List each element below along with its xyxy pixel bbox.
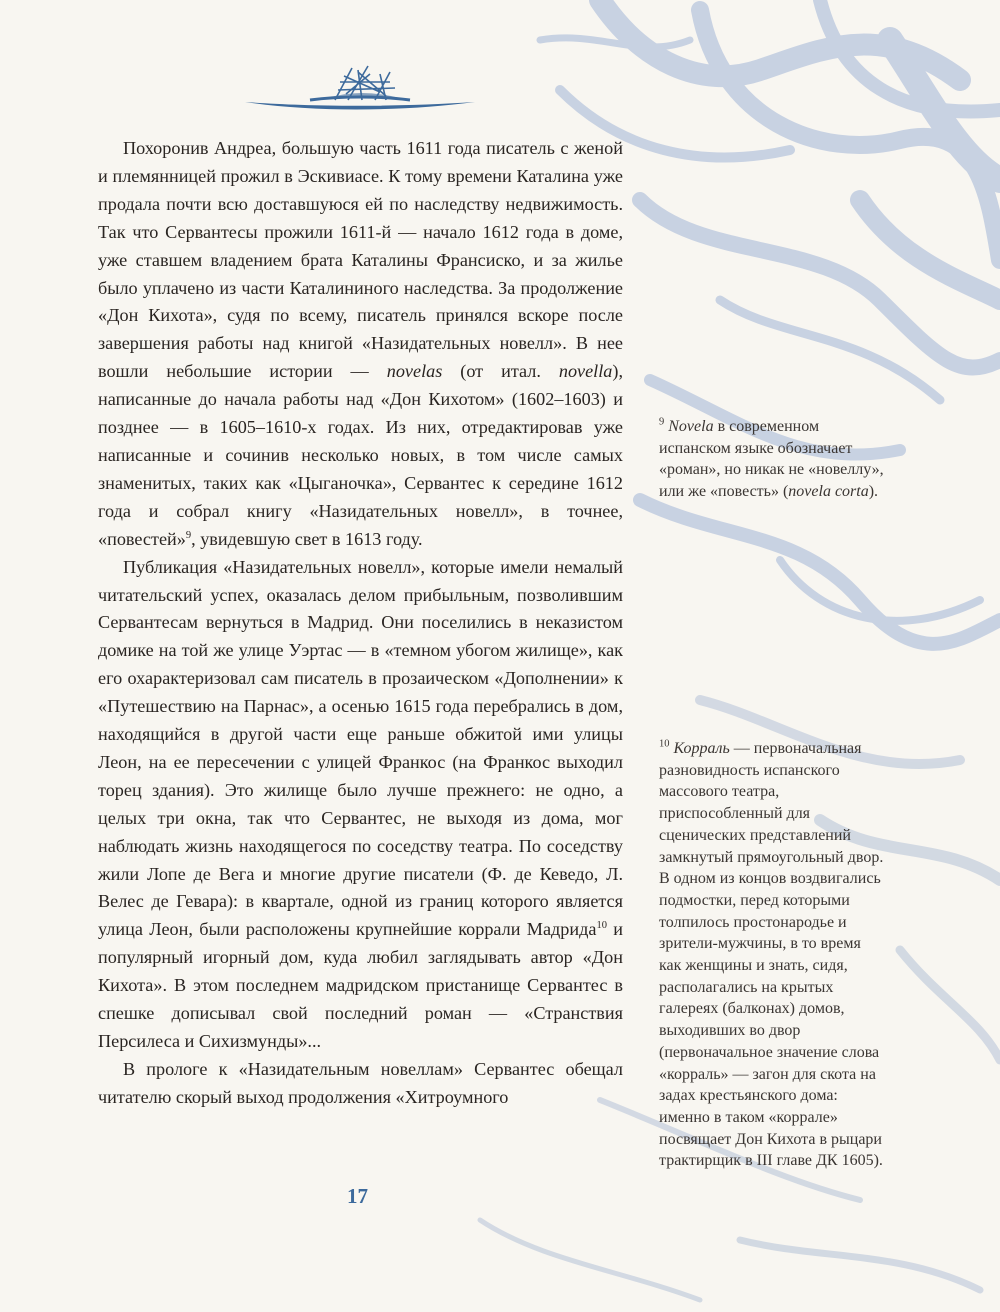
italic-term: novelas xyxy=(386,361,443,382)
footnote-ref: 9 xyxy=(659,416,665,428)
footnote-ref: 10 xyxy=(659,738,670,750)
italic-term: Корраль xyxy=(673,740,730,757)
footnote-10 xyxy=(659,738,885,1172)
text-run: ). xyxy=(868,483,879,501)
text-run: В прологе к «Назидательным новеллам» Сервантес обещал читателю скорый выход продолжения «Хитроумного xyxy=(98,1058,623,1107)
footnote-ref: 10 xyxy=(596,920,607,932)
footnote-ref: 9 xyxy=(185,529,192,541)
text-run: , увидевшую свет в 1613 году. xyxy=(191,528,423,549)
text-run: Публикация «Назидательных новелл», которые имели немалый читательский успех, оказалась делом прибыльным, позволившим Сервантесам вернуться в Мадрид. Они поселились в неказистом домике на той же улице Уэртас — в «темном убогом жилище», как его охарактеризовал сам писатель в прозаическом «Дополнении» к «Путешествию на Парнас», а осенью 1615 года перебрались в дом, находящийся в другой части еще раньше обжитой ими улицы Леон, на ее пересечении с улицей Франкос (на Франкос выходил торец здания). Это жилище было лучше прежнего: не одно, а целых три окна, так что Сервантес, не выходя из дома, мог наблюдать жизнь находящегося по соседству театра. По соседству жили Лопе де Вега и многие другие писатели (Ф. де Кеведо, Л. Велес де Гевара): в квартале, одной из границ которого является улица Леон, были расположены крупнейшие коррали Мадрида xyxy=(98,556,623,940)
text-run: Похоронив Андреа, большую часть 1611 года писатель с женой и племянницей прожил в Эскивиасе. К тому времени Каталина уже продала почти всю доставшуюся ей по наследству недвижимость. Так что Сервантесы прожили 1611-й — начало 1612 года в доме, уже ставшем владением брата Каталины Франсиско, и за жилье было уплачено из части Каталининого наследства. За продолжение «Дон Кихота», судя по всему, писатель принялся вскоре после завершения работы над книгой «Назидательных новелл». В нее вошли небольшие истории — xyxy=(98,138,623,382)
page-number: 17 xyxy=(347,1184,368,1208)
paragraph-1 xyxy=(98,135,623,554)
text-run: в современном испанском языке обозначает «роман», но никак не «новеллу», или же «повесть» ( xyxy=(659,418,884,501)
italic-term: novela corta xyxy=(788,483,869,501)
italic-term: novella xyxy=(558,361,613,382)
paragraph-2 xyxy=(98,554,623,1056)
footnote-9 xyxy=(659,416,885,503)
main-text-column xyxy=(98,135,623,1112)
ship-ornament xyxy=(240,62,480,120)
text-run: ), написанные до начала работы над «Дон Кихотом» (1602–1603) и позднее — в 1605–1610-х годах. Из них, отредактировав уже написанные и сочинив несколько новых, в том числе самых знаменитых, таких как «Цыганочка», Сервантес к середине 1612 года и собрал книгу «Назидательных новелл», в точнее, «повестей» xyxy=(98,361,623,549)
text-run: и популярный игорный дом, куда любил заглядывать автор «Дон Кихота». В этом последнем мадридском пристанище Сервантес в спешке дописывал свой последний роман — «Странствия Персилеса и Сихизмунды»... xyxy=(98,919,623,1051)
italic-term: Novela xyxy=(668,418,714,435)
text-run: (от итал. xyxy=(442,361,559,382)
paragraph-3 xyxy=(98,1056,623,1112)
text-run: — первоначальная разновидность испанского массового театра, приспособленный для сценических представлений замкнутый прямоугольный двор. В одном из концов воздвигались подмостки, перед которыми толпилось простонародье и зрители-мужчины, в то время как женщины и знать, сидя, располагались на крытых галереях (балконах) домов, выходивших во двор (первоначальное значение слова «корраль» — загон для скота на задах крестьянского дома: именно в таком «коррале» посвящает Дон Кихота в рыцари трактирщик в III главе ДК 1605). xyxy=(659,740,884,1170)
